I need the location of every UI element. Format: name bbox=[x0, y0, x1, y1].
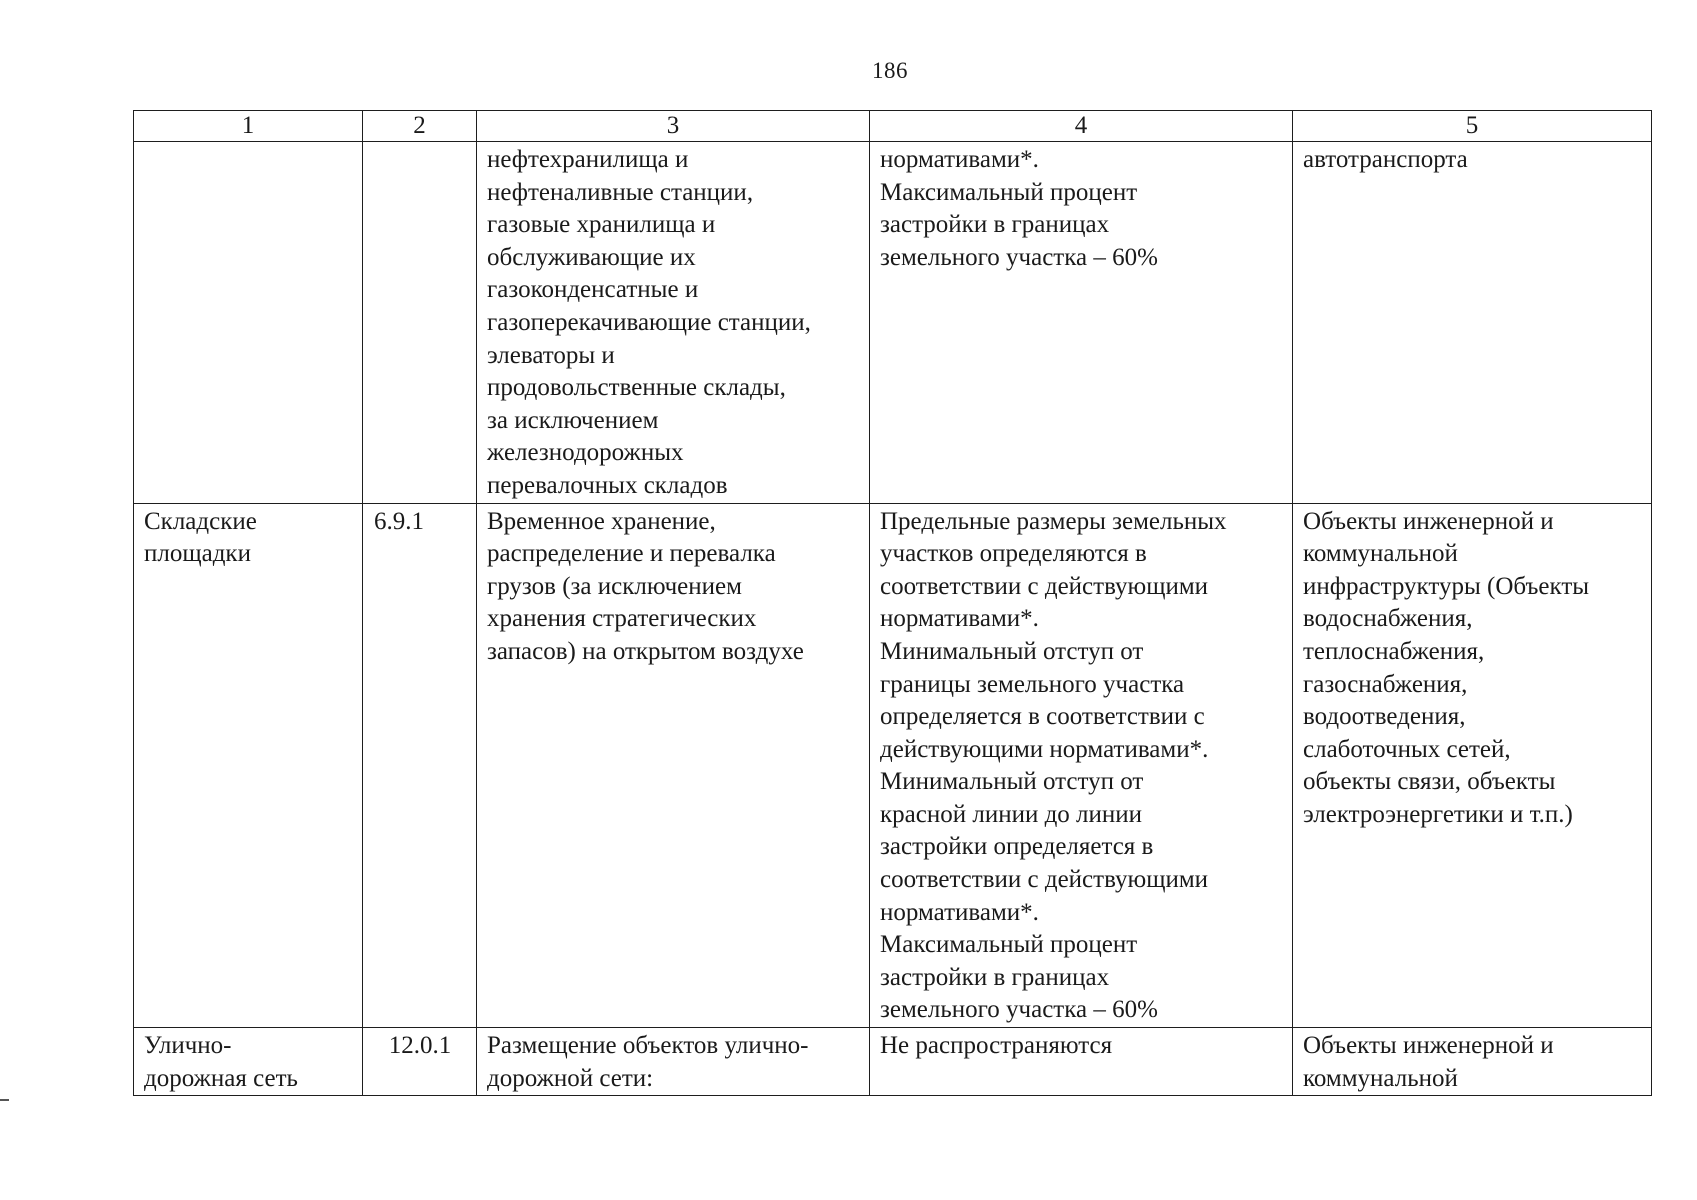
table-header-row bbox=[134, 111, 1652, 142]
land-use-code-cell bbox=[363, 1028, 477, 1096]
land-use-description: Временное хранение, распределение и перевалка грузов (за исключением хранения стратегических запасов) на открытом воздухе bbox=[487, 507, 804, 665]
land-use-name: Складские площадки bbox=[144, 507, 257, 568]
land-use-code: 12.0.1 bbox=[388, 1032, 452, 1060]
column-header: 2 bbox=[363, 111, 477, 142]
accessory-cell bbox=[1293, 1028, 1652, 1096]
accessory-uses: Объекты инженерной и коммунальной инфраструктуры (Объекты водоснабжения, теплоснабжения, газоснабжения, водоотведения, слаботочных сетей, объекты связи, объекты электроэнергетики и т.п.) bbox=[1303, 507, 1590, 828]
land-use-code: 6.9.1 bbox=[374, 507, 424, 535]
parameters-cell bbox=[870, 1028, 1293, 1096]
column-header: 4 bbox=[870, 111, 1293, 142]
accessory-uses: Объекты инженерной и коммунальной bbox=[1303, 1032, 1554, 1092]
description-cell bbox=[477, 142, 870, 504]
page-number: 186 bbox=[872, 58, 908, 83]
column-header: 1 bbox=[134, 111, 363, 142]
table-row bbox=[134, 142, 1652, 504]
description-cell bbox=[477, 1028, 870, 1096]
column-header: 3 bbox=[477, 111, 870, 142]
table-row bbox=[134, 1028, 1652, 1096]
parameters-cell bbox=[870, 503, 1293, 1028]
land-use-code-cell bbox=[363, 142, 477, 504]
land-use-name-cell bbox=[134, 142, 363, 504]
land-use-parameters: Не распространяются bbox=[880, 1032, 1113, 1060]
accessory-cell bbox=[1293, 503, 1652, 1028]
land-use-code-cell bbox=[363, 503, 477, 1028]
land-use-parameters: Предельные размеры земельных участков определяются в соответствии с действующими нормативами*. Минимальный отступ от границы земельного участка определяется в соответствии с действующими нормативами*. Минимальный отступ от красной линии до линии застройки определяется в соответствии с действующими нормативами*. Максимальный процент застройки в границах земельного участка – 60% bbox=[880, 507, 1227, 1024]
description-cell bbox=[477, 503, 870, 1028]
accessory-cell bbox=[1293, 142, 1652, 504]
land-use-name: Улично- дорожная сеть bbox=[144, 1032, 298, 1092]
zoning-table bbox=[133, 110, 1652, 1096]
land-use-name-cell bbox=[134, 503, 363, 1028]
table-row bbox=[134, 503, 1652, 1028]
land-use-name-cell bbox=[134, 1028, 363, 1096]
land-use-description: Размещение объектов улично- дорожной сети: bbox=[487, 1032, 809, 1092]
land-use-parameters: нормативами*. Максимальный процент застройки в границах земельного участка – 60% bbox=[880, 146, 1158, 271]
parameters-cell bbox=[870, 142, 1293, 504]
column-header: 5 bbox=[1293, 111, 1652, 142]
land-use-description: нефтехранилища и нефтеналивные станции, газовые хранилища и обслуживающие их газоконденсатные и газоперекачивающие станции, элеваторы и продовольственные склады, за исключением железнодорожных перевалочных складов bbox=[487, 146, 811, 499]
margin-mark bbox=[0, 1099, 9, 1101]
accessory-uses: автотранспорта bbox=[1303, 146, 1468, 173]
